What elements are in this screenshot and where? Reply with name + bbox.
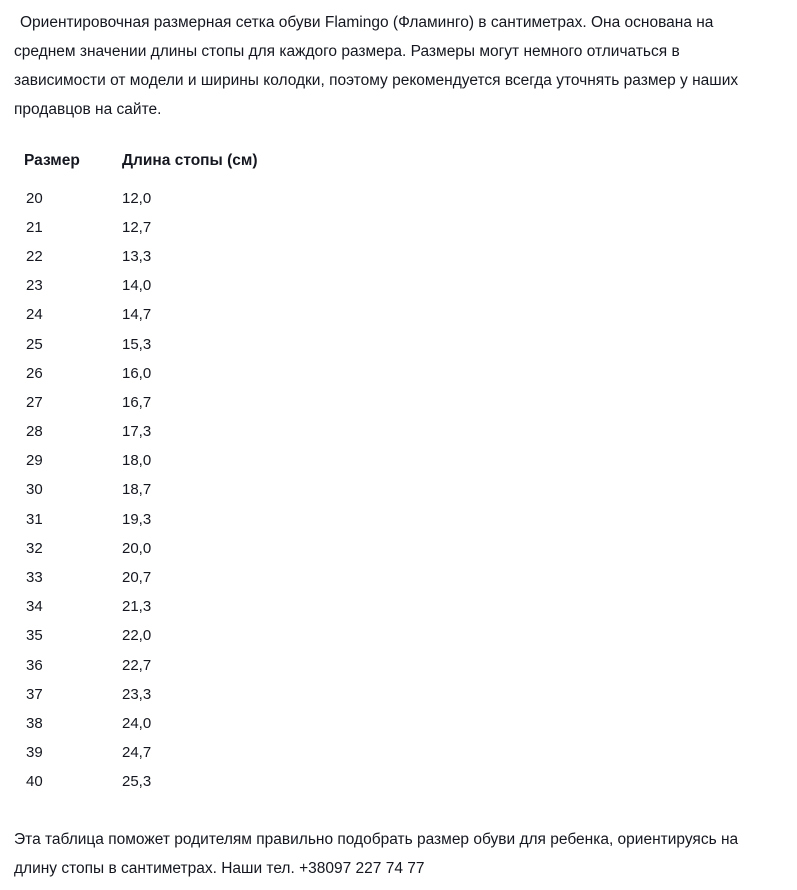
cell-size: 29 [26,452,43,470]
cell-size: 25 [26,335,43,353]
cell-size: 39 [26,744,43,762]
table-row [14,330,342,359]
table-row [14,534,342,563]
cell-foot-length: 16,0 [122,364,152,382]
column-header-size: Размер [24,152,80,169]
cell-size: 40 [26,773,43,791]
table-header-row [14,150,342,184]
cell-foot-length: 17,3 [122,423,152,441]
table-row [14,301,342,330]
cell-size: 28 [26,423,43,441]
cell-foot-length: 14,0 [122,277,152,295]
table-row [14,709,342,738]
cell-foot-length: 12,0 [122,189,152,207]
cell-size: 22 [26,247,43,265]
cell-foot-length: 13,3 [122,247,152,265]
cell-foot-length: 22,7 [122,656,152,674]
cell-foot-length: 20,7 [122,569,152,587]
cell-size: 27 [26,393,43,411]
table-row [14,768,342,797]
cell-size: 24 [26,306,43,324]
cell-foot-length: 24,7 [122,744,152,762]
cell-size: 35 [26,627,43,645]
cell-size: 36 [26,656,43,674]
table-row [14,563,342,592]
table-row [14,272,342,301]
cell-size: 37 [26,685,43,703]
cell-size: 38 [26,714,43,732]
cell-foot-length: 25,3 [122,773,152,791]
table-row [14,359,342,388]
cell-size: 31 [26,510,43,528]
table-header [14,150,342,184]
table-row [14,651,342,680]
cell-size: 34 [26,598,43,616]
table-row [14,476,342,505]
table-row [14,242,342,271]
table-body [14,184,342,797]
cell-size: 20 [26,189,43,207]
cell-foot-length: 18,0 [122,452,152,470]
cell-foot-length: 15,3 [122,335,152,353]
cell-foot-length: 14,7 [122,306,152,324]
table-row [14,418,342,447]
size-table-container [14,150,779,797]
cell-size: 26 [26,364,43,382]
cell-foot-length: 16,7 [122,393,152,411]
cell-foot-length: 18,7 [122,481,152,499]
table-row [14,213,342,242]
cell-foot-length: 22,0 [122,627,152,645]
intro-paragraph: Ориентировочная размерная сетка обуви Flamingo (Фламинго) в сантиметрах. Она основана на среднем значении длины стопы для каждого размера. Размеры могут немного отличаться в зависимости от модели и ширины колодки, поэтому рекомендуется всегда уточнять размер у наших продавцов на сайте. [14,14,739,118]
table-row [14,622,342,651]
size-chart-table [14,150,342,797]
cell-foot-length: 19,3 [122,510,152,528]
cell-size: 33 [26,569,43,587]
cell-size: 30 [26,481,43,499]
table-row [14,739,342,768]
cell-foot-length: 21,3 [122,598,152,616]
table-row [14,505,342,534]
cell-foot-length: 20,0 [122,539,152,557]
cell-size: 23 [26,277,43,295]
table-row [14,388,342,417]
cell-foot-length: 23,3 [122,685,152,703]
cell-size: 32 [26,539,43,557]
table-row [14,184,342,213]
table-row [14,593,342,622]
table-row [14,447,342,476]
cell-foot-length: 12,7 [122,218,152,236]
cell-foot-length: 24,0 [122,714,152,732]
table-row [14,680,342,709]
outro-paragraph: Эта таблица поможет родителям правильно подобрать размер обуви для ребенка, ориентируясь на длину стопы в сантиметрах. Наши тел. +38097 227 74 77 [14,830,739,877]
cell-size: 21 [26,218,43,236]
column-header-foot-length: Длина стопы (см) [122,152,258,169]
